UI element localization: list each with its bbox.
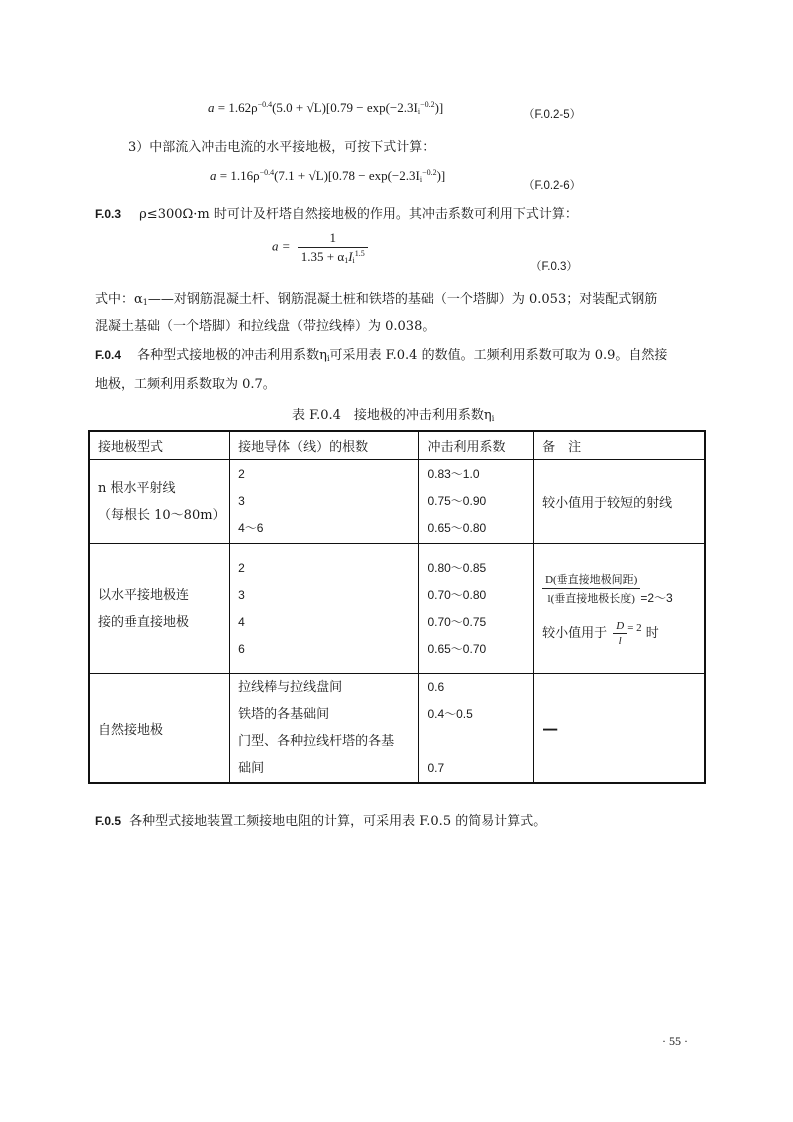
note-cell: $\frac{\text{D(垂直接地极间距)}}{\text{l(垂直接地极长度)}}$ =2～3 较小值用于 $\frac{D}{l}$ $^{= 2}$ 时 [534,544,705,674]
clause-text: ρ≤300Ω·m 时可计及杆塔自然接地极的作用。其冲击系数可利用下式计算： [139,207,578,222]
formula-f026: $a = 1.16\rho^{-0.4}(7.1 + √L)[0.78 - \exp(-2.3I_i^{-0.2})]$ [210,168,446,184]
table-row [89,674,705,784]
coef-cell: 0.6 0.4～0.5 0.7 [419,674,534,784]
clause-f05: F.0.5 各种型式接地装置工频接地电阻的计算，可采用表 F.0.5 的简易计算式。 [95,814,547,829]
equation-number: （F.0.3） [530,261,578,273]
coefficient-table [88,430,706,784]
where-line-1: 式中：$\alpha_1——$对钢筋混凝土杆、钢筋混凝土桩和铁塔的基础（一个塔脚）为 0.053；对装配式钢筋 [95,292,658,307]
header-cell: 备 注 [534,431,705,460]
header-cell: 接地导体（线）的根数 [230,431,419,460]
ratio-fraction-small: $\frac{D}{l}$ [613,620,627,647]
formula-intro: 3）中部流入冲击电流的水平接地极，可按下式计算： [128,140,436,155]
note-cell: — [534,674,705,784]
equation-number: （F.0.2-5） [523,109,582,121]
equation-number: （F.0.2-6） [523,180,582,192]
header-cell: 接地极型式 [89,431,230,460]
header-cell: 冲击利用系数 [419,431,534,460]
coef-cell: 0.83～1.0 0.75～0.90 0.65～0.80 [419,460,534,544]
formula-f03: a = $\frac{1}{1.35 + \alpha_1I_i^{1.5}}$ [272,230,368,265]
clause-f04-line2: 地极，工频利用系数取为 0.7。 [95,377,276,392]
count-cell: 2 3 4～6 [230,460,419,544]
clause-f03 [95,203,578,222]
table-row [89,460,705,544]
clause-label: F.0.5 [95,814,122,828]
table-caption: 表 F.0.4 接地极的冲击利用系数$\eta_i$ [292,408,495,423]
count-cell: 拉线棒与拉线盘间 铁塔的各基础间 门型、各种拉线杆塔的各基 础间 [230,674,419,784]
type-cell: 自然接地极 [89,674,230,784]
count-cell: 2 3 4 6 [230,544,419,674]
clause-label: F.0.3 [95,207,122,221]
where-line-2: 混凝土基础（一个塔脚）和拉线盘（带拉线棒）为 0.038。 [95,319,436,334]
ratio-fraction: $\frac{\text{D(垂直接地极间距)}}{\text{l(垂直接地极长度)}}$ [542,571,640,606]
note-cell: 较小值用于较短的射线 [534,460,705,544]
coef-cell: 0.80～0.85 0.70～0.80 0.70～0.75 0.65～0.70 [419,544,534,674]
table-row [89,544,705,674]
clause-f04-line1: F.0.4 各种型式接地极的冲击利用系数$\eta_i$可采用表 F.0.4 的数值。工频利用系数可取为 0.9。自然接 [95,348,668,363]
type-cell: 以水平接地极连 接的垂直接地极 [89,544,230,674]
clause-label: F.0.4 [95,348,122,362]
table-header-row [89,431,705,460]
page-number: · 55 · [662,1034,688,1048]
type-cell: n 根水平射线 （每根长 10～80m） [89,460,230,544]
formula-f025: $a = 1.62\rho^{-0.4}(5.0 + √L)[0.79 - \exp(-2.3I_i^{-0.2})]$ [208,100,444,116]
